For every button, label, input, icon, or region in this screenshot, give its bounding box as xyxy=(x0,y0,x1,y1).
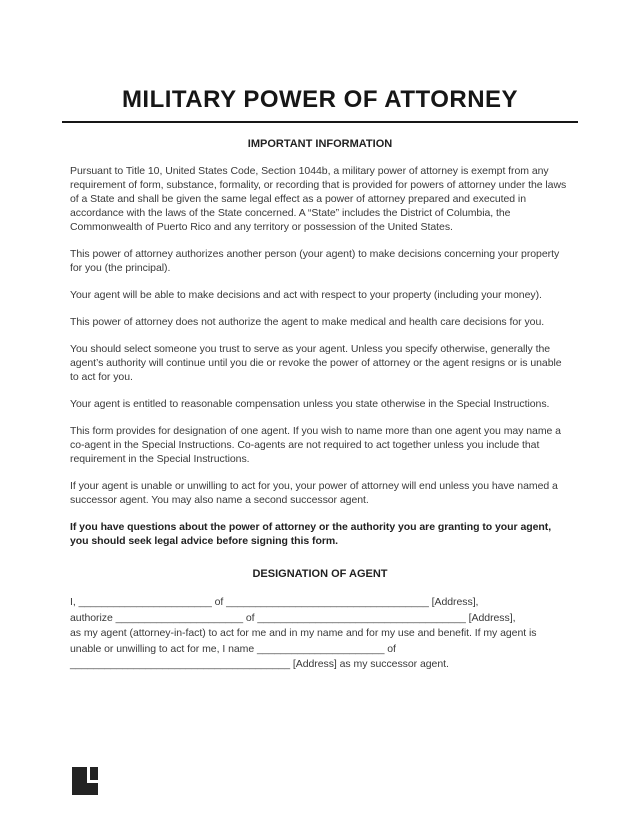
paragraph: Your agent is entitled to reasonable compensation unless you state otherwise in the Special Instructions. xyxy=(70,398,550,410)
section-heading-designation-of-agent: DESIGNATION OF AGENT xyxy=(252,568,388,580)
page-title: MILITARY POWER OF ATTORNEY xyxy=(121,86,519,113)
paragraph: Your agent will be able to make decisions and act with respect to your property (including your money). xyxy=(70,289,542,301)
legal-templates-logo-icon xyxy=(72,767,98,795)
fill-in-line: as my agent (attorney-in-fact) to act for me and in my name and for my use and benefit. If my agent is xyxy=(70,627,537,639)
document-body xyxy=(70,138,570,673)
legal-advice-notice: If you have questions about the power of attorney or the authority you are granting to your agent, you should seek legal advice before signing this form. xyxy=(70,521,552,547)
fill-in-line: ______________________________________ [Address] as my successor agent. xyxy=(70,658,449,670)
designation-of-agent-fill-in xyxy=(70,595,570,673)
paragraph: Pursuant to Title 10, United States Code, Section 1044b, a military power of attorney is exempt from any requirement of form, substance, formality, or recording that is provided for powers of attorney under the laws of a State and shall be given the same legal effect as a power of attorney prepared and executed in accordance with the laws of the State concerned. A “State” includes the District of Columbia, the Commonwealth of Puerto Rico and any territory or possession of the United States. xyxy=(70,165,567,233)
paragraph: This power of attorney does not authorize the agent to make medical and health care decisions for you. xyxy=(70,316,545,328)
title-underline-rule xyxy=(62,86,578,123)
paragraph: This form provides for designation of one agent. If you wish to name more than one agent you may name a co-agent in the Special Instructions. Co-agents are not required to act together unless you include that requirement in the Special Instructions. xyxy=(70,425,561,465)
paragraph: This power of attorney authorizes another person (your agent) to make decisions concerning your property for you (the principal). xyxy=(70,248,560,274)
paragraph: You should select someone you trust to serve as your agent. Unless you specify otherwise, generally the agent’s authority will continue until you die or revoke the power of attorney or the agent resigns or is unable to act for you. xyxy=(70,343,562,383)
paragraph: If your agent is unable or unwilling to act for you, your power of attorney will end unless you have named a successor agent. You may also name a second successor agent. xyxy=(70,480,558,506)
important-information-paragraphs xyxy=(70,164,570,507)
fill-in-line: I, _______________________ of ___________________________________ [Address], xyxy=(70,596,479,608)
fill-in-line: authorize ______________________ of ____________________________________ [Address], xyxy=(70,611,516,624)
section-heading-important-information: IMPORTANT INFORMATION xyxy=(247,138,393,150)
fill-in-line: unable or unwilling to act for me, I name ______________________ of xyxy=(70,642,396,655)
